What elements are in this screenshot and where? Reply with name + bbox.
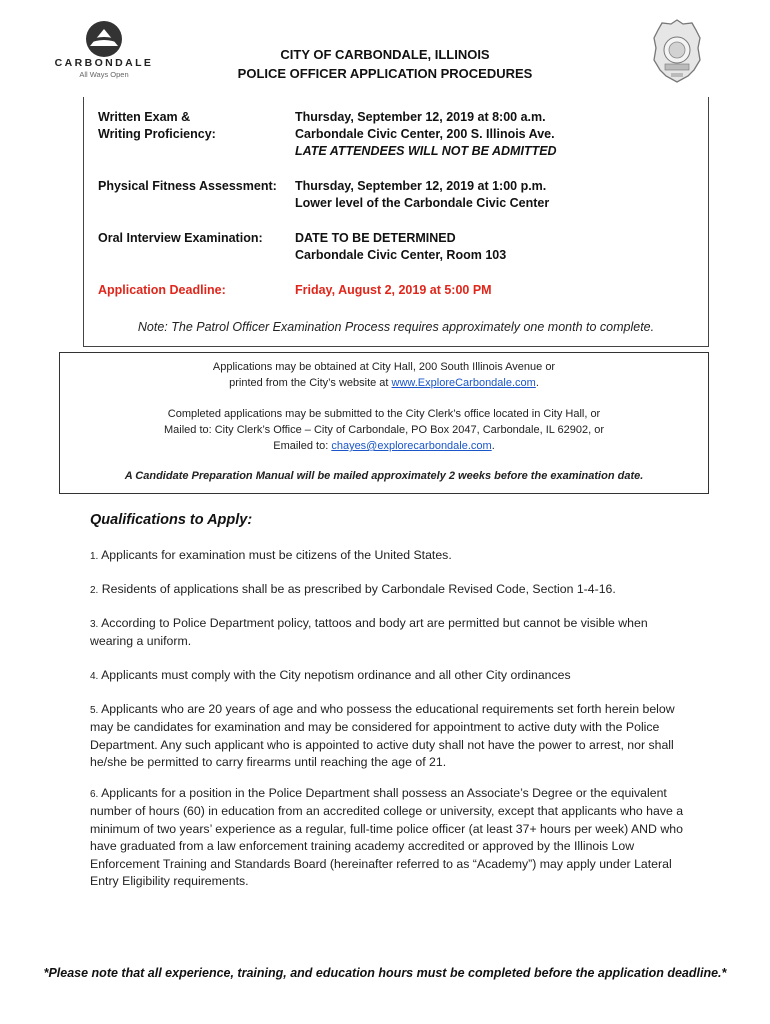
- qualification-item: 4. Applicants must comply with the City nepotism ordinance and all other City ordinances: [90, 668, 571, 682]
- submit-line-1: Completed applications may be submitted to the City Clerk’s office located in City Hall, or: [167, 408, 601, 420]
- schedule-label-written-exam-1: Written Exam &: [98, 110, 191, 124]
- qualification-item: 1. Applicants for examination must be citizens of the United States.: [90, 548, 452, 562]
- schedule-label-fitness: Physical Fitness Assessment:: [98, 179, 277, 193]
- schedule-label-oral-interview: Oral Interview Examination:: [98, 231, 263, 245]
- obtain-line-2: printed from the City’s website at www.ExploreCarbondale.com.: [229, 377, 539, 389]
- schedule-value-oral-date: DATE TO BE DETERMINED: [295, 231, 456, 245]
- schedule-value-deadline: Friday, August 2, 2019 at 5:00 PM: [295, 283, 492, 297]
- qualification-item: 3. According to Police Department policy, tattoos and body art are permitted but cannot be visible when wearing a uniform.: [90, 616, 648, 649]
- schedule-value-fitness-date: Thursday, September 12, 2019 at 1:00 p.m.: [295, 179, 547, 193]
- late-attendees-warning: LATE ATTENDEES WILL NOT BE ADMITTED: [295, 144, 557, 158]
- schedule-value-written-exam-date: Thursday, September 12, 2019 at 8:00 a.m.: [295, 110, 546, 124]
- schedule-value-oral-location: Carbondale Civic Center, Room 103: [295, 248, 507, 262]
- preparation-manual-note: A Candidate Preparation Manual will be mailed approximately 2 weeks before the examination date.: [124, 470, 644, 482]
- qualification-item: 6. Applicants for a position in the Police Department shall possess an Associate’s Degree or the equivalent number of hours (60) in education from an accredited college or university, except that applicants who have a minimum of two years’ experience as a regular, full-time police officer (at least 37+ hours per week) AND who have graduated from a law enforcement training academy accredited or approved by the Illinois Low Enforcement Training and Standards Board (hereinafter referred to as “Academy”) may apply under Lateral Entry Eligibility requirements.: [90, 786, 684, 889]
- process-duration-note: Note: The Patrol Officer Examination Process requires approximately one month to complete.: [137, 320, 655, 334]
- schedule-label-deadline: Application Deadline:: [98, 283, 226, 297]
- qualification-item: 2. Residents of applications shall be as prescribed by Carbondale Revised Code, Section 1-4-16.: [90, 582, 616, 596]
- qualifications-heading: Qualifications to Apply:: [90, 512, 253, 528]
- submit-line-3: Emailed to: chayes@explorecarbondale.com.: [273, 440, 495, 452]
- document-subtitle: POLICE OFFICER APPLICATION PROCEDURES: [237, 66, 533, 81]
- submit-line-2: Mailed to: City Clerk’s Office – City of Carbondale, PO Box 2047, Carbondale, IL 62902, or: [163, 424, 605, 436]
- schedule-label-written-exam-2: Writing Proficiency:: [98, 127, 216, 141]
- obtain-line-1: Applications may be obtained at City Hall, 200 South Illinois Avenue or: [212, 361, 556, 373]
- email-link[interactable]: chayes@explorecarbondale.com: [331, 440, 492, 452]
- logo-tagline: All Ways Open: [79, 70, 129, 79]
- website-link[interactable]: www.ExploreCarbondale.com: [391, 377, 536, 389]
- schedule-value-written-exam-location: Carbondale Civic Center, 200 S. Illinois Ave.: [295, 127, 555, 141]
- logo-wordmark: CARBONDALE: [54, 57, 154, 69]
- document-title: CITY OF CARBONDALE, ILLINOIS: [280, 47, 490, 62]
- qualification-item: 5. Applicants who are 20 years of age and who possess the educational requirements set forth herein below may be candidates for examination and may be considered for appointment to active duty with the Police Department. Any such applicant who is appointed to active duty shall not have the power to arrest, nor shall he/she be permitted to carry firearms until reaching the age of 21.: [90, 702, 675, 770]
- schedule-value-fitness-location: Lower level of the Carbondale Civic Center: [295, 196, 550, 210]
- final-deadline-note: *Please note that all experience, training, and education hours must be completed before the application deadline.*: [43, 966, 727, 980]
